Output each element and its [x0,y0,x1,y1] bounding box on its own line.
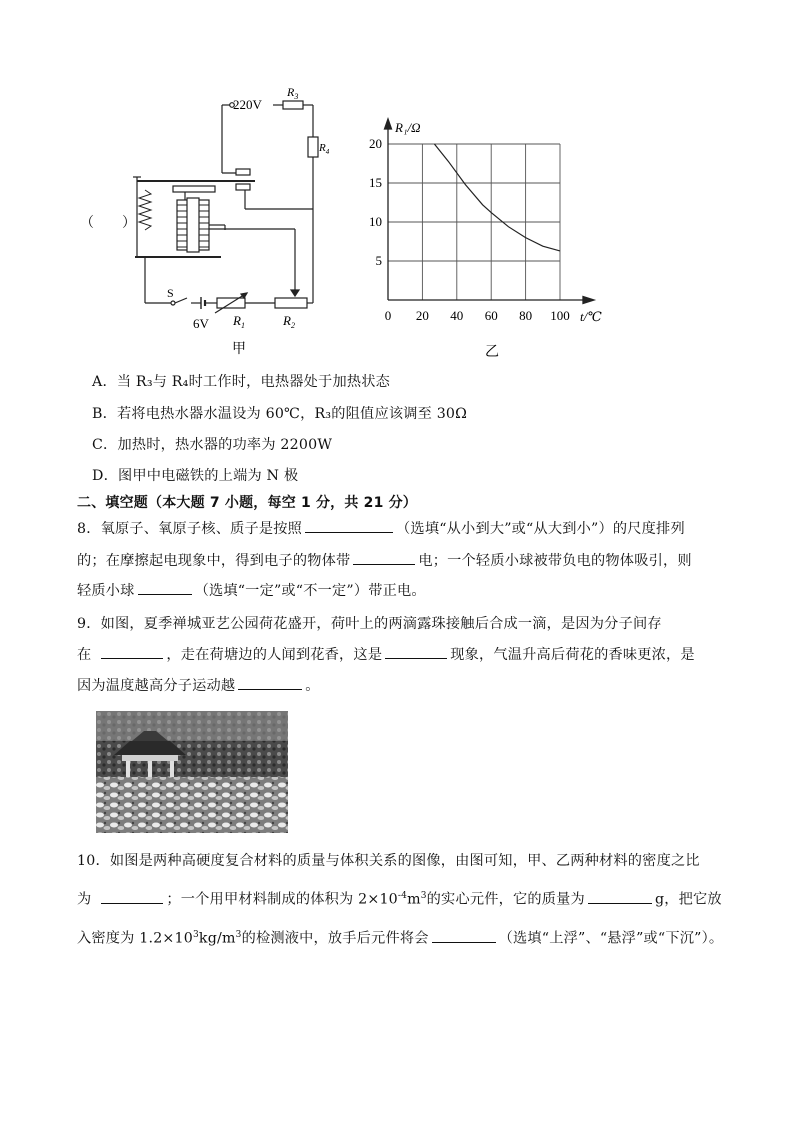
svg-text:R3 [286,85,298,101]
q9-blank-1[interactable] [101,644,163,659]
chart-y-tick-label: 15 [369,175,382,190]
q10-blank-2[interactable] [588,889,652,904]
q10-blank-1[interactable] [101,889,163,904]
q8-text-1a: 8．氧原子、氧原子核、质子是按照 [77,521,303,537]
svg-text:R4 [318,142,330,156]
caption-yi: 乙 [485,345,499,360]
q9-text-2a: 在 [77,647,92,663]
q8-text-1b: （选填“从小到大”或“从大到小”）的尺度排列 [396,521,685,537]
label-r1-sub: 1 [240,321,245,330]
q9-text-2b: ，走在荷塘边的人闻到花香，这是 [166,647,383,663]
chart-x-tick-label: 80 [519,308,533,323]
chart-y-tick-label: 20 [369,136,382,151]
q9-line-2 [77,644,695,665]
q8-line-1 [77,518,685,539]
option-c: C．加热时，热水器的功率为 2200W [92,437,333,453]
q8-text-3a: 轻质小球 [77,583,135,599]
q10-text-3a: 入密度为 1.2×10 [77,930,193,947]
q10-text-2a: 为 [77,891,92,908]
resistance-temperature-chart [365,110,615,365]
q8-blank-3[interactable] [138,580,192,595]
q9-text-2c: 现象，气温升高后荷花的香味更浓，是 [450,647,695,663]
q10-text-2e: g，把它放 [654,891,722,908]
q9-text-3a: 因为温度越高分子运动越 [77,678,236,694]
q10-exp-4: 3 [235,930,242,940]
q10-blank-3[interactable] [432,928,496,943]
chart-x-tick-label: 100 [550,308,570,323]
q9-blank-2[interactable] [385,644,447,659]
chart-x-arrow [583,297,594,304]
q10-text-3b: kg/m [198,930,236,947]
svg-text:R2 [282,313,295,330]
q8-blank-2[interactable] [353,550,415,565]
q10-exp-2: 3 [420,891,427,901]
q8-text-3b: （选填“一定”或“不一定”）带正电。 [194,583,426,599]
q8-text-2b: 电；一个轻质小球被带负电的物体吸引，则 [418,553,692,569]
label-r3: R [287,85,295,99]
q10-text-2d: 的实心元件，它的质量为 [426,891,585,908]
svg-text:R1 [232,313,245,330]
chart-y-tick-label: 10 [369,214,382,229]
q10-exp-1: -4 [397,891,408,901]
option-a: A．当 R₃与 R₄时工作时，电热器处于加热状态 [92,374,390,390]
q9-blank-3[interactable] [238,675,302,690]
label-s: S [167,286,174,300]
q10-text-3d: （选填“上浮”、“悬浮”或“下沉”）。 [498,930,724,947]
label-r4-sub: 4 [325,148,330,156]
option-d: D．图甲中电磁铁的上端为 N 极 [92,468,299,484]
q8-blank-1[interactable] [305,518,393,533]
q10-line-1: 10．如图是两种高硬度复合材料的质量与体积关系的图像，由图可知，甲、乙两种材料的密度之比 [77,853,700,869]
label-6v: 6V [193,316,209,331]
q10-text-2b: ；一个用甲材料制成的体积为 2×10 [166,891,398,908]
q8-line-3 [77,580,426,601]
q10-text-3c: 的检测液中，放手后元件将会 [241,930,429,947]
chart-x-tick-label: 0 [384,308,392,323]
caption-jia: 甲 [232,342,246,357]
label-r2-sub: 2 [290,321,295,330]
chart-x-tick-label: 60 [484,308,498,323]
chart-x-tick-label: 40 [450,308,464,323]
q9-text-3b: 。 [305,678,320,694]
chart-y-arrow [385,119,392,129]
q10-line-2 [77,886,722,910]
answer-bracket: （ ） [80,215,136,231]
q10-exp-3: 3 [192,930,199,940]
option-b: B．若将电热水器水温设为 60℃，R₃的阻值应该调至 30Ω [92,406,468,422]
label-r1: R [233,313,241,328]
chart-y-tick-label: 5 [375,253,382,268]
q9-line-3 [77,675,320,696]
q8-line-2 [77,550,692,571]
chart-x-label: t/℃ [580,309,602,324]
label-r4: R [319,142,326,154]
chart-x-tick-label: 20 [415,308,429,323]
chart-y-label: R₁/Ω [395,120,421,135]
chart-series-line [434,144,560,251]
q9-line-1: 9．如图，夏季禅城亚艺公园荷花盛开，荷叶上的两滴露珠接触后合成一滴，是因为分子间存 [77,616,662,632]
q10-line-3 [77,925,723,949]
q10-text-2c: m [407,891,421,908]
label-220v: 220V [233,97,262,112]
section-title: 二、填空题（本大题 7 小题，每空 1 分，共 21 分） [77,495,418,511]
label-r3-sub: 3 [294,92,299,101]
q8-text-2a: 的；在摩擦起电现象中，得到电子的物体带 [77,553,351,569]
label-r2: R [283,313,291,328]
lotus-pond-photo [96,711,288,833]
circuit-diagram [125,85,330,360]
